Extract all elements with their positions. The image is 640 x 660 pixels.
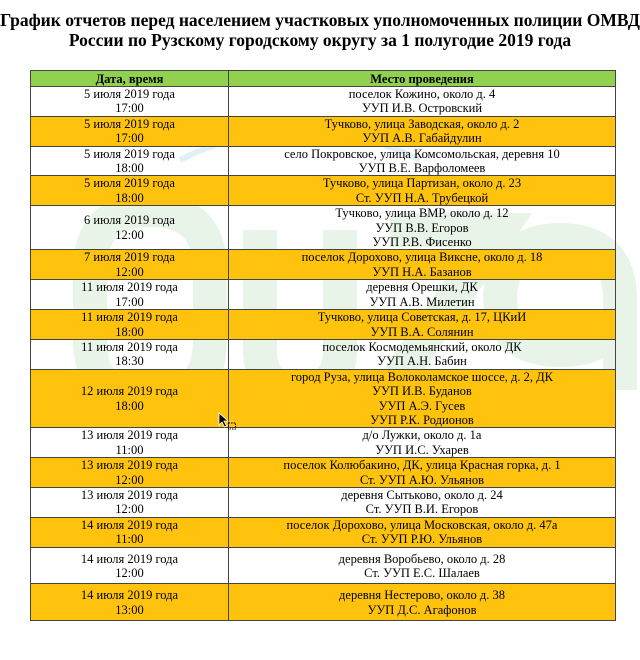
date-cell [31,176,229,206]
date-cell [31,280,229,310]
title-line-1: График отчетов перед населением участковых уполномоченных полиции ОМВД [0,10,640,30]
place-line: Тучково, улица Советская, д. 17, ЦКиИ [317,310,527,325]
time-text: 12:00 [115,472,144,487]
date-text: 5 июля 2019 года [84,146,175,161]
date-text: 11 июля 2019 года [81,280,178,295]
time-text: 17:00 [115,294,144,309]
place-line: УУП Р.К. Родионов [370,412,474,427]
time-text: 12:00 [115,227,144,242]
time-text: 18:00 [115,190,144,205]
place-line: деревня Орешки, ДК [366,280,478,295]
place-cell [229,547,616,584]
place-line: поселок Космодемьянский, около ДК [322,339,522,354]
time-text: 18:00 [115,161,144,176]
place-line: село Покровское, улица Комсомольская, деревня 10 [284,146,560,161]
header-place: Место проведения [229,71,616,87]
date-cell [31,458,229,488]
place-cell [229,458,616,488]
table-row [31,206,616,250]
date-text: 5 июля 2019 года [84,87,175,101]
time-text: 18:30 [115,354,144,369]
place-line: поселок Кожино, около д. 4 [348,87,496,101]
date-text: 14 июля 2019 года [80,517,179,532]
place-cell [229,310,616,340]
table-row [31,280,616,310]
header-date-time: Дата, время [31,71,229,87]
date-text: 13 июля 2019 года [80,487,179,502]
date-cell [31,206,229,250]
place-line: Ст. УУП Н.А. Трубецкой [355,190,489,205]
date-cell [31,87,229,117]
time-text: 17:00 [115,101,144,116]
place-line: Тучково, улица Заводская, около д. 2 [324,116,520,131]
table-row [31,116,616,146]
place-line: УУП И.В. Буданов [372,384,472,399]
date-text: 6 июля 2019 года [84,213,175,228]
place-line: деревня Нестерово, около д. 38 [339,588,505,603]
place-line: д/о Лужки, около д. 1а [362,428,482,443]
date-text: 14 июля 2019 года [80,588,179,603]
table-row [31,584,616,621]
date-text: 13 июля 2019 года [80,428,179,443]
place-cell [229,116,616,146]
time-text: 12:00 [115,566,144,580]
place-cell [229,146,616,176]
title-line-2: России по Рузскому городскому округу за 1 полугодие 2019 года [68,30,572,50]
place-line: поселок Колюбакино, ДК, улица Красная горка, д. 1 [283,458,561,473]
place-line: Тучково, улица Партизан, около д. 23 [322,176,522,191]
date-text: 5 июля 2019 года [84,176,175,191]
place-line: УУП А.В. Милетин [369,294,475,309]
place-cell [229,206,616,250]
table-header-row [31,71,616,87]
table-row [31,458,616,488]
date-text: 12 июля 2019 года [80,384,179,399]
place-cell [229,176,616,206]
table-row [31,428,616,458]
place-cell [229,250,616,280]
place-line: город Руза, улица Волоколамское шоссе, д. 2, ДК [290,369,554,384]
place-line: деревня Воробьево, около д. 28 [338,551,506,566]
date-cell [31,250,229,280]
date-text: 5 июля 2019 года [84,116,175,131]
date-cell [31,339,229,369]
table-row [31,487,616,517]
place-cell [229,87,616,117]
time-text: 18:00 [115,398,144,413]
date-cell [31,146,229,176]
mouse-cursor-icon [218,412,238,432]
place-line: Ст. УУП Е.С. Шалаев [364,566,480,580]
date-cell [31,517,229,547]
time-text: 13:00 [115,602,144,617]
date-text: 7 июля 2019 года [84,250,175,265]
place-cell [229,339,616,369]
place-line: поселок Дорохово, улица Московская, около д. 47а [286,517,558,532]
date-text: 13 июля 2019 года [80,458,179,473]
place-cell [229,428,616,458]
place-cell [229,280,616,310]
time-text: 17:00 [115,131,144,146]
table-row [31,339,616,369]
place-cell [229,487,616,517]
table-row [31,146,616,176]
time-text: 18:00 [115,324,144,339]
time-text: 12:00 [115,502,144,517]
place-line: Ст. УУП А.Ю. Ульянов [359,472,485,487]
place-line: УУП Н.А. Базанов [372,264,472,279]
date-cell [31,487,229,517]
place-cell [229,517,616,547]
place-line: деревня Сытьково, около д. 24 [341,487,503,502]
place-line: поселок Дорохово, улица Викснe, около д. 18 [301,250,543,265]
date-text: 11 июля 2019 года [81,339,178,354]
place-line: УУП Д.С. Агафонов [367,602,477,617]
time-text: 11:00 [115,532,144,547]
date-cell [31,369,229,428]
table-row [31,87,616,117]
table-row [31,310,616,340]
place-line: УУП В.В. Егоров [375,220,469,235]
place-line: Ст. УУП Р.Ю. Ульянов [361,532,483,547]
date-cell [31,310,229,340]
place-line: УУП Р.В. Фисенко [372,235,472,250]
date-cell [31,116,229,146]
place-line: УУП В.А. Солянин [370,324,474,339]
place-line: Ст. УУП В.И. Егоров [365,502,479,517]
place-cell [229,584,616,621]
date-text: 14 июля 2019 года [80,551,179,566]
place-line: УУП А.Э. Гусев [378,398,466,413]
table-row [31,369,616,428]
place-line: УУП И.В. Островский [361,101,483,116]
schedule-table [30,70,616,621]
place-line: Тучково, улица ВМР, около д. 12 [335,206,509,221]
date-cell [31,584,229,621]
table-row [31,176,616,206]
place-line: УУП А.Н. Бабин [377,354,467,369]
time-text: 12:00 [115,264,144,279]
table-row [31,547,616,584]
date-text: 11 июля 2019 года [81,310,178,325]
place-cell [229,369,616,428]
table-row [31,250,616,280]
place-line: УУП А.В. Габайдулин [362,131,482,146]
date-cell [31,428,229,458]
place-line: УУП И.С. Ухарев [375,442,469,457]
date-cell [31,547,229,584]
document-title [0,10,640,50]
table-row [31,517,616,547]
time-text: 11:00 [115,442,144,457]
place-line: УУП В.Е. Варфоломеев [358,161,486,176]
